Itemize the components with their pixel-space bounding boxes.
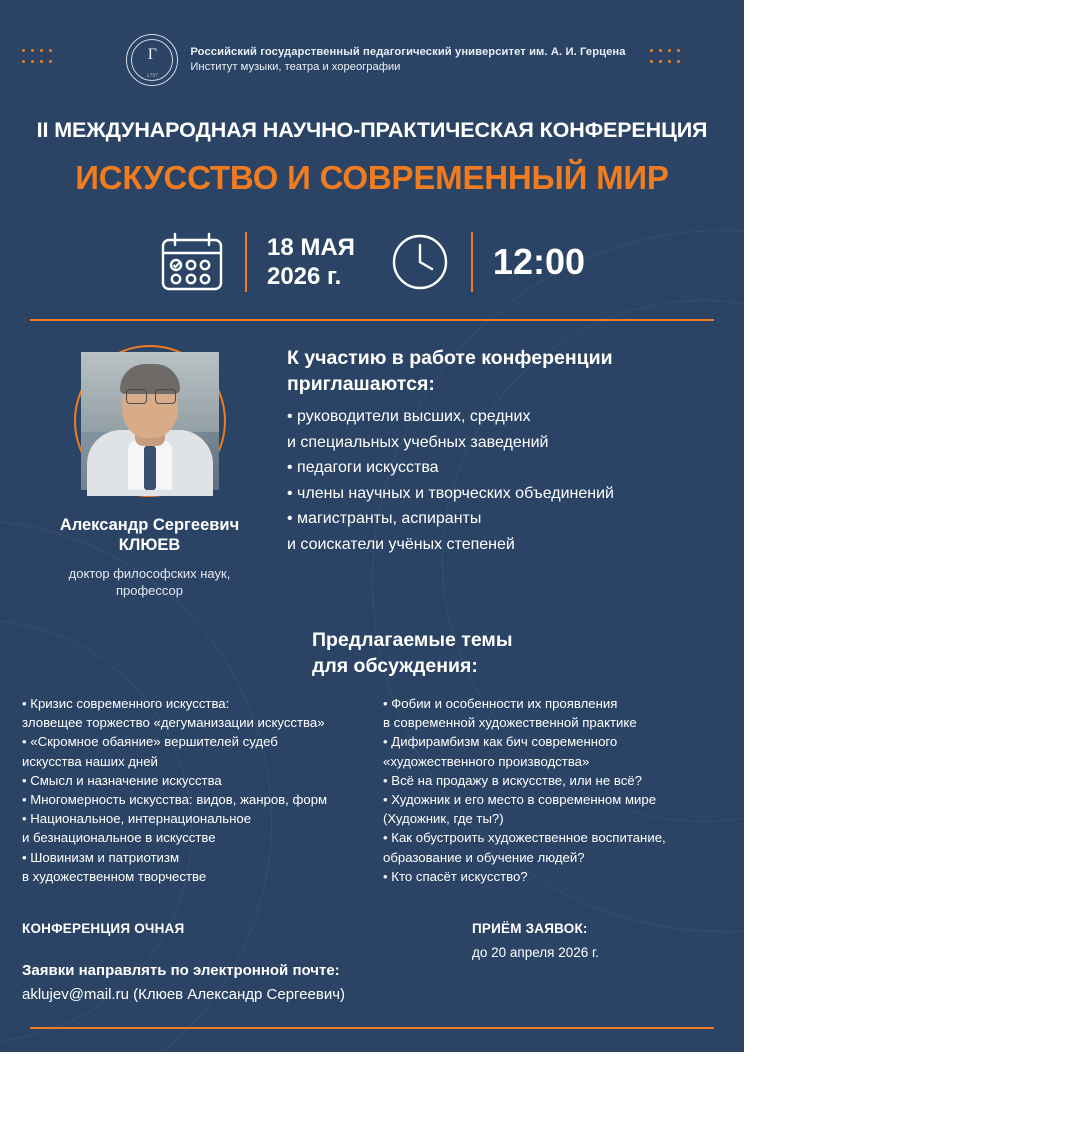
date-divider xyxy=(245,232,247,292)
list-item: • Фобии и особенности их проявления xyxy=(383,696,618,711)
university-identity xyxy=(102,34,650,86)
list-item: • магистранты, аспиранты xyxy=(287,510,482,527)
list-item: • Художник и его место в современном мире xyxy=(383,792,657,808)
topics-left-column xyxy=(22,695,361,887)
avatar xyxy=(74,345,226,497)
deadline-label: ПРИЁМ ЗАЯВОК: xyxy=(472,921,588,937)
conference-kicker: II МЕЖДУНАРОДНАЯ НАУЧНО-ПРАКТИЧЕСКАЯ КОНФЕРЕНЦИЯ xyxy=(36,118,708,142)
event-date-line1: 18 МАЯ xyxy=(266,234,355,261)
poster-header xyxy=(22,0,722,90)
list-item: • Всё на продажу в искусстве, или не всё? xyxy=(383,772,642,788)
time-divider xyxy=(471,232,473,292)
list-item: «художественного производства» xyxy=(383,753,590,769)
speaker-role-line2: профессор xyxy=(115,583,184,598)
speaker-role xyxy=(22,565,277,599)
list-item: • педагоги искусства xyxy=(287,459,439,476)
topics-heading-line2: для обсуждения: xyxy=(312,655,478,677)
conference-format-label: КОНФЕРЕНЦИЯ ОЧНАЯ xyxy=(22,921,185,937)
list-item: и соискатели учёных степеней xyxy=(287,535,515,553)
seal-year: 1797 xyxy=(146,74,159,79)
topics-columns xyxy=(22,695,722,887)
topics-heading xyxy=(312,627,722,679)
speaker-block xyxy=(22,345,277,599)
seal-symbol: Г xyxy=(147,46,157,63)
list-item: • члены научных и творческих объединений xyxy=(287,484,614,502)
contact-email[interactable]: aklujev@mail.ru (Клюев Александр Сергеевич) xyxy=(22,986,346,1004)
list-item: • Многомерность искусства: видов, жанров, форм xyxy=(22,792,328,808)
event-date xyxy=(267,233,355,291)
poster-footer xyxy=(22,1049,722,1113)
clock-icon xyxy=(389,231,451,293)
list-item: • Кризис современного искусства: xyxy=(22,696,230,711)
list-item: искусства наших дней xyxy=(22,753,158,769)
topics-heading-line1: Предлагаемые темы xyxy=(312,629,513,651)
topics-right-column xyxy=(383,695,722,887)
list-item: и безнациональное в искусстве xyxy=(22,830,216,846)
list-item: (Художник, где ты?) xyxy=(383,811,504,827)
speaker-photo xyxy=(81,352,219,490)
page-title: ИСКУССТВО И СОВРЕМЕННЫЙ МИР xyxy=(75,159,669,196)
institute-name: Институт музыки, театра и хореографии xyxy=(190,61,401,73)
speaker-name xyxy=(22,515,277,555)
deadline-value: до 20 апреля 2026 г. xyxy=(472,945,600,961)
list-item: образование и обучение людей? xyxy=(383,849,585,865)
date-time-row xyxy=(22,231,722,293)
list-item: в художественном творчестве xyxy=(22,868,207,884)
divider-bottom xyxy=(30,1027,714,1029)
list-item: в современной художественной практике xyxy=(383,715,637,731)
list-item: • руководители высших, средних xyxy=(287,408,531,425)
speaker-role-line1: доктор философских наук, xyxy=(68,566,231,581)
event-time: 12:00 xyxy=(492,241,585,282)
invitation-list xyxy=(287,405,722,556)
invitation-heading-line2: приглашаются: xyxy=(287,373,435,395)
divider-top xyxy=(30,319,714,321)
list-item: • Национальное, интернациональное xyxy=(22,811,252,827)
dot-grid-right-icon xyxy=(650,49,722,71)
speaker-first-patronymic: Александр Сергеевич xyxy=(59,516,240,534)
calendar-icon xyxy=(159,231,225,293)
footer-institute-line2: РГПУ ИМ. А. И. ГЕРЦЕНА xyxy=(152,1070,345,1088)
list-item: • Шовинизм и патриотизм xyxy=(22,849,180,865)
invitation-block xyxy=(277,345,722,599)
location-pin-icon xyxy=(82,1052,134,1110)
list-item: • Кто спасёт искусство? xyxy=(383,868,528,884)
invitation-heading xyxy=(287,345,722,397)
list-item: зловещее торжество «дегуманизации искусства» xyxy=(22,715,325,731)
university-name: Российский государственный педагогический университет им. А. И. Герцена xyxy=(190,46,626,58)
list-item: • Дифирамбизм как бич современного xyxy=(383,734,618,750)
dot-grid-left-icon xyxy=(22,49,94,71)
list-item: • «Скромное обаяние» вершителей судеб xyxy=(22,734,278,750)
list-item: • Смысл и назначение искусства xyxy=(22,772,222,788)
event-date-line2: 2026 г. xyxy=(266,263,342,290)
list-item: и специальных учебных заведений xyxy=(287,433,549,451)
university-seal-icon xyxy=(126,34,178,86)
footer-address: Санкт-Петербург, пер. Каховского, д. 2 xyxy=(152,1095,402,1112)
invitation-heading-line1: К участию в работе конференции xyxy=(287,347,613,369)
submission-instruction: Заявки направлять по электронной почте: xyxy=(22,962,340,980)
speaker-surname: КЛЮЕВ xyxy=(118,536,181,554)
list-item: • Как обустроить художественное воспитание, xyxy=(383,830,666,846)
footer-institute-line1: ИНСТИТУТ МУЗЫКИ, ТЕАТРА И ХОРЕОГРАФИИ xyxy=(152,1050,518,1068)
application-block xyxy=(22,921,722,1003)
